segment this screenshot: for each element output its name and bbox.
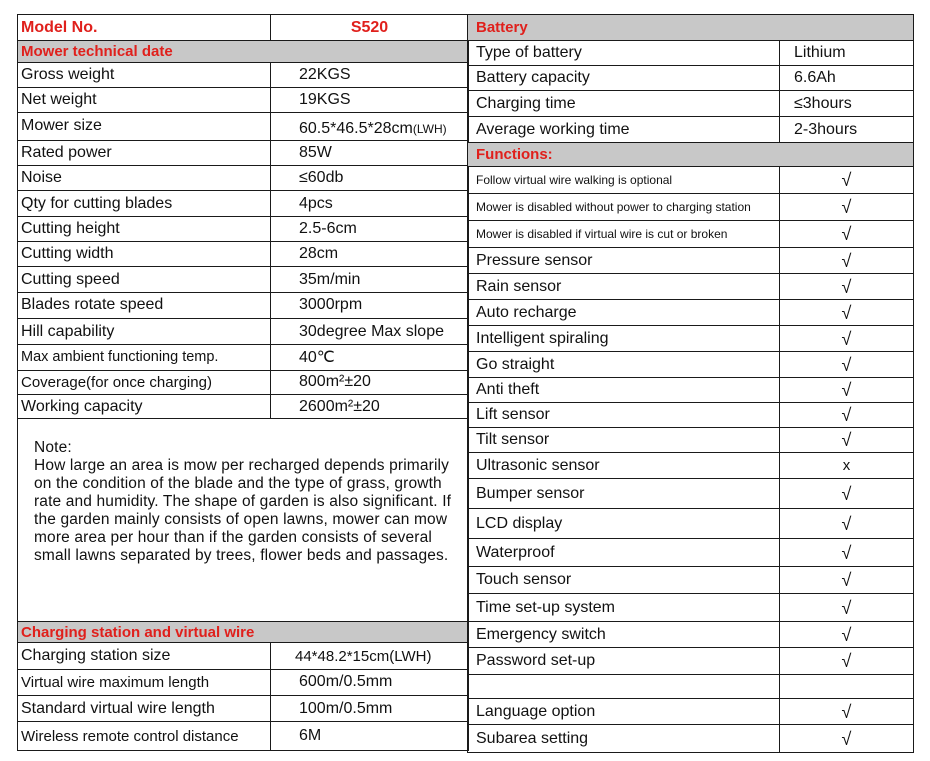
spec-label: Charging station size (18, 643, 271, 669)
spec-label: Rated power (18, 140, 271, 165)
table-row (468, 117, 914, 143)
spec-value: 4pcs (271, 191, 469, 216)
function-check: √ (780, 428, 914, 453)
function-check: √ (780, 167, 914, 194)
function-check: √ (780, 567, 914, 594)
spec-label: Coverage(for once charging) (18, 370, 271, 394)
spec-value: 44*48.2*15cm(LWH) (271, 643, 469, 669)
function-check: √ (780, 352, 914, 378)
spec-label: Type of battery (468, 41, 780, 66)
table-row (468, 539, 914, 567)
function-check: √ (780, 300, 914, 326)
note-box (18, 419, 469, 622)
model-row (18, 15, 469, 41)
model-value: S520 (271, 15, 469, 41)
spec-value: 2600m²±20 (271, 395, 469, 419)
function-label: Time set-up system (468, 594, 780, 622)
spec-value: Lithium (780, 41, 914, 66)
function-label: Touch sensor (468, 567, 780, 594)
function-check: √ (780, 248, 914, 274)
note-title: Note: (34, 439, 72, 457)
function-label: LCD display (468, 509, 780, 539)
function-check: √ (780, 725, 914, 753)
function-check: √ (780, 403, 914, 428)
spec-value: 2.5-6cm (271, 216, 469, 241)
spec-label: Average working time (468, 117, 780, 143)
function-check: √ (780, 648, 914, 675)
function-check: √ (780, 699, 914, 725)
table-row (468, 194, 914, 221)
function-label: Emergency switch (468, 622, 780, 648)
spec-label: Battery capacity (468, 66, 780, 91)
charging-section-header: Charging station and virtual wire (18, 622, 469, 643)
table-row (18, 166, 469, 191)
spec-value-text: 60.5*46.5*28cm (299, 120, 413, 138)
spec-value: 30degree Max slope (271, 319, 469, 345)
model-label: Model No. (18, 15, 271, 41)
function-check: √ (780, 221, 914, 248)
mower-section-header: Mower technical date (18, 41, 469, 62)
spec-label: Working capacity (18, 395, 271, 419)
table-row (18, 191, 469, 216)
spec-label: Cutting width (18, 242, 271, 267)
table-row (468, 91, 914, 117)
spec-value (271, 113, 469, 140)
spec-value: 600m/0.5mm (271, 669, 469, 695)
table-row (468, 428, 914, 453)
function-label: Rain sensor (468, 274, 780, 300)
table-row (468, 648, 914, 675)
function-label: Bumper sensor (468, 479, 780, 509)
spec-value: ≤3hours (780, 91, 914, 117)
spec-label: Cutting speed (18, 267, 271, 292)
table-row (468, 41, 914, 66)
function-check: √ (780, 594, 914, 622)
spec-value: 22KGS (271, 62, 469, 87)
spec-value: ≤60db (271, 166, 469, 191)
function-cross: x (780, 453, 914, 479)
table-row (468, 221, 914, 248)
table-row (18, 62, 469, 87)
table-row (468, 378, 914, 403)
spec-value: 3000rpm (271, 292, 469, 318)
table-row (18, 696, 469, 722)
table-row (18, 669, 469, 695)
mower-header-row (18, 41, 469, 62)
table-row (18, 140, 469, 165)
function-label: Ultrasonic sensor (468, 453, 780, 479)
table-row (468, 248, 914, 274)
table-row (468, 274, 914, 300)
function-label: Waterproof (468, 539, 780, 567)
spec-label: Mower size (18, 113, 271, 140)
table-row (468, 403, 914, 428)
spec-label: Max ambient functioning temp. (18, 345, 271, 370)
spec-label: Hill capability (18, 319, 271, 345)
table-row (18, 216, 469, 241)
table-row (468, 479, 914, 509)
spec-value: 19KGS (271, 87, 469, 112)
spec-value: 6M (271, 722, 469, 751)
spec-value: 28cm (271, 242, 469, 267)
battery-header-row (468, 15, 914, 41)
function-check: √ (780, 194, 914, 221)
table-row (18, 292, 469, 318)
table-row (468, 300, 914, 326)
spec-label: Blades rotate speed (18, 292, 271, 318)
table-row (18, 345, 469, 370)
function-check: √ (780, 539, 914, 567)
functions-section-header: Functions: (468, 143, 914, 167)
function-label: Intelligent spiraling (468, 326, 780, 352)
table-row (468, 675, 914, 699)
right-spec-table (467, 14, 914, 753)
function-label: Go straight (468, 352, 780, 378)
table-row (18, 242, 469, 267)
table-row (468, 594, 914, 622)
table-row (18, 722, 469, 751)
table-row (468, 699, 914, 725)
table-row (468, 622, 914, 648)
spec-label: Cutting height (18, 216, 271, 241)
spec-value: 85W (271, 140, 469, 165)
spec-label: Virtual wire maximum length (18, 669, 271, 695)
function-check: √ (780, 274, 914, 300)
function-label: Password set-up (468, 648, 780, 675)
spec-label: Qty for cutting blades (18, 191, 271, 216)
function-label: Lift sensor (468, 403, 780, 428)
table-row (468, 567, 914, 594)
spec-label: Gross weight (18, 62, 271, 87)
spec-label: Net weight (18, 87, 271, 112)
function-label: Mower is disabled without power to charging station (468, 194, 780, 221)
left-spec-table (17, 14, 469, 751)
table-row (18, 395, 469, 419)
spec-label: Wireless remote control distance (18, 722, 271, 751)
function-check: √ (780, 326, 914, 352)
spec-value: 800m²±20 (271, 370, 469, 394)
function-label: Mower is disabled if virtual wire is cut or broken (468, 221, 780, 248)
function-check: √ (780, 622, 914, 648)
table-row (468, 167, 914, 194)
functions-header-row (468, 143, 914, 167)
function-label: Auto recharge (468, 300, 780, 326)
note-text: How large an area is mow per recharged depends primarily on the condition of the blade and the type of grass, growth rate and humidity. The shape of garden is also significant. If the garden mainly consists of open lawns, mower can mow more area per hour than if the garden consists of several small lawns separated by trees, flower beds and passages. (34, 457, 452, 565)
table-row (18, 319, 469, 345)
table-row (18, 643, 469, 669)
function-label: Subarea setting (468, 725, 780, 753)
spec-label: Noise (18, 166, 271, 191)
table-row (18, 113, 469, 140)
function-label: Tilt sensor (468, 428, 780, 453)
function-check: √ (780, 479, 914, 509)
table-row (468, 352, 914, 378)
function-check (780, 675, 914, 699)
table-row (18, 87, 469, 112)
table-row (18, 267, 469, 292)
spec-label: Charging time (468, 91, 780, 117)
spec-value: 100m/0.5mm (271, 696, 469, 722)
charging-header-row (18, 622, 469, 643)
spec-value: 6.6Ah (780, 66, 914, 91)
function-label (468, 675, 780, 699)
function-check: √ (780, 509, 914, 539)
table-row (468, 725, 914, 753)
battery-section-header: Battery (468, 15, 914, 41)
spec-value-unit: (LWH) (412, 122, 447, 137)
note-row (18, 419, 469, 622)
function-label: Pressure sensor (468, 248, 780, 274)
spec-value: 40℃ (271, 345, 469, 370)
function-check: √ (780, 378, 914, 403)
table-row (468, 66, 914, 91)
function-label: Anti theft (468, 378, 780, 403)
function-label: Follow virtual wire walking is optional (468, 167, 780, 194)
spec-value: 35m/min (271, 267, 469, 292)
table-row (468, 326, 914, 352)
table-row (468, 509, 914, 539)
table-row (468, 453, 914, 479)
spec-value: 2-3hours (780, 117, 914, 143)
spec-label: Standard virtual wire length (18, 696, 271, 722)
table-row (18, 370, 469, 394)
function-label: Language option (468, 699, 780, 725)
